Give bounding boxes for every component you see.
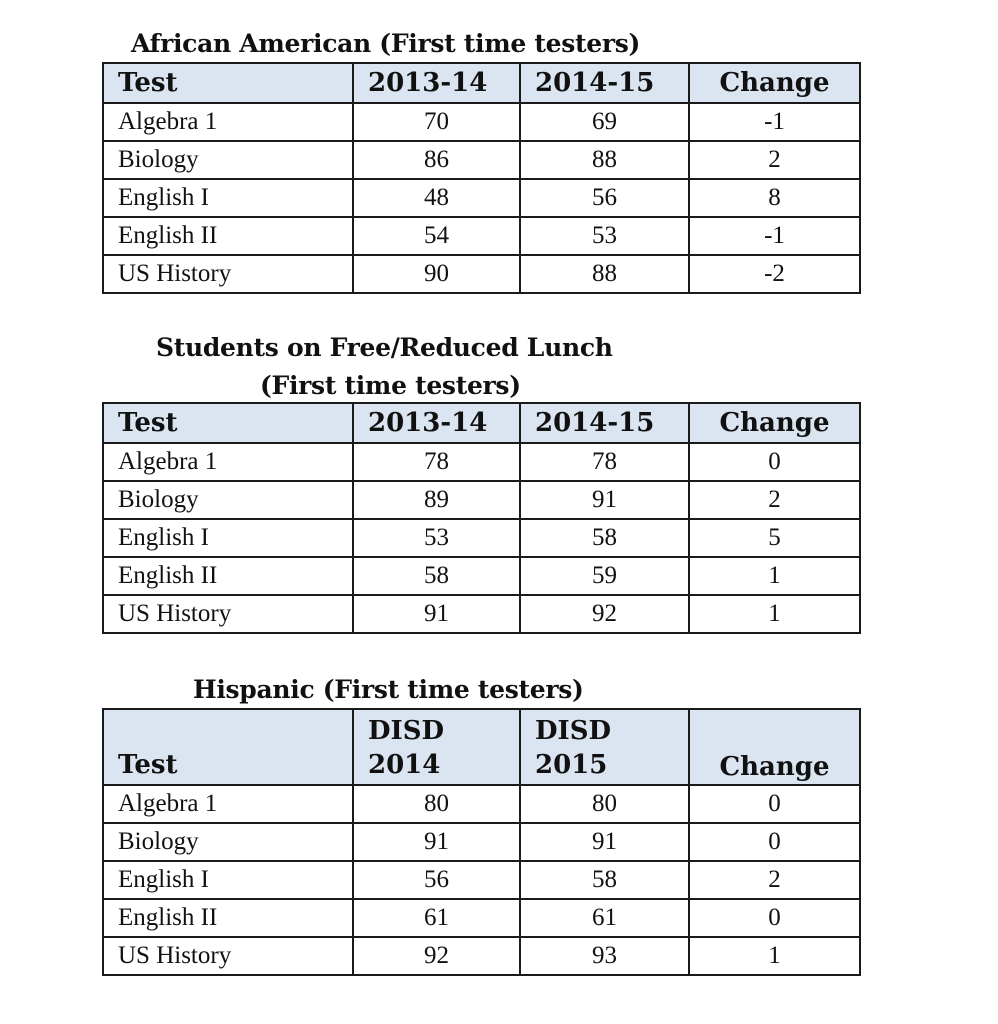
- change-cell: 2: [689, 141, 860, 179]
- score-cell: 93: [520, 937, 689, 975]
- column-header-test: Test: [103, 63, 353, 103]
- score-cell: 78: [520, 443, 689, 481]
- column-header-test: Test: [103, 709, 353, 785]
- score-cell: 91: [520, 481, 689, 519]
- test-name-cell: English I: [103, 179, 353, 217]
- score-cell: 70: [353, 103, 520, 141]
- column-header-year-1: 2013-14: [353, 63, 520, 103]
- score-cell: 53: [353, 519, 520, 557]
- table-row: [103, 823, 860, 861]
- score-cell: 88: [520, 141, 689, 179]
- table-row: [103, 861, 860, 899]
- table-row: [103, 899, 860, 937]
- score-cell: 61: [353, 899, 520, 937]
- change-cell: 1: [689, 595, 860, 633]
- column-header-disd-2015-line-2: 2015: [535, 750, 608, 780]
- table-row: [103, 141, 860, 179]
- score-cell: 58: [520, 519, 689, 557]
- column-header-test: Test: [103, 403, 353, 443]
- change-cell: -2: [689, 255, 860, 293]
- change-cell: 5: [689, 519, 860, 557]
- score-cell: 92: [353, 937, 520, 975]
- column-header-year-2: 2014-15: [520, 63, 689, 103]
- column-header-year-2: 2014-15: [520, 403, 689, 443]
- test-name-cell: Biology: [103, 481, 353, 519]
- column-header-year-1: 2013-14: [353, 403, 520, 443]
- change-cell: -1: [689, 217, 860, 255]
- score-cell: 91: [353, 823, 520, 861]
- test-name-cell: English I: [103, 519, 353, 557]
- score-cell: 48: [353, 179, 520, 217]
- hispanic-table: [102, 708, 861, 976]
- score-cell: 88: [520, 255, 689, 293]
- table-row: [103, 519, 860, 557]
- table-row: [103, 481, 860, 519]
- table-row: [103, 443, 860, 481]
- score-cell: 89: [353, 481, 520, 519]
- score-cell: 92: [520, 595, 689, 633]
- test-name-cell: Algebra 1: [103, 103, 353, 141]
- score-cell: 80: [520, 785, 689, 823]
- score-cell: 58: [520, 861, 689, 899]
- african-american-table: [102, 62, 861, 294]
- score-cell: 78: [353, 443, 520, 481]
- test-name-cell: English I: [103, 861, 353, 899]
- test-name-cell: English II: [103, 217, 353, 255]
- score-cell: 91: [520, 823, 689, 861]
- table-row: [103, 595, 860, 633]
- score-cell: 80: [353, 785, 520, 823]
- change-cell: 2: [689, 861, 860, 899]
- table-title-free-reduced-lunch-line-1: Students on Free/Reduced Lunch: [156, 333, 613, 362]
- column-header-disd-2014-line-2: 2014: [368, 750, 441, 780]
- score-cell: 86: [353, 141, 520, 179]
- column-header-disd-2015: [520, 709, 689, 785]
- change-cell: 0: [689, 823, 860, 861]
- table-row: [103, 179, 860, 217]
- test-name-cell: English II: [103, 899, 353, 937]
- change-cell: -1: [689, 103, 860, 141]
- change-cell: 1: [689, 937, 860, 975]
- table-title-african-american: African American (First time testers): [131, 29, 641, 58]
- test-name-cell: US History: [103, 937, 353, 975]
- score-cell: 59: [520, 557, 689, 595]
- score-cell: 91: [353, 595, 520, 633]
- score-cell: 53: [520, 217, 689, 255]
- score-cell: 69: [520, 103, 689, 141]
- column-header-disd-2015-line-1: DISD: [535, 716, 612, 746]
- free-reduced-lunch-table: [102, 402, 861, 634]
- score-cell: 61: [520, 899, 689, 937]
- table-header-row: [103, 403, 860, 443]
- column-header-change: Change: [689, 709, 860, 785]
- table-title-hispanic: Hispanic (First time testers): [193, 675, 584, 704]
- test-name-cell: English II: [103, 557, 353, 595]
- column-header-change: Change: [689, 63, 860, 103]
- table-row: [103, 937, 860, 975]
- score-cell: 58: [353, 557, 520, 595]
- test-name-cell: US History: [103, 255, 353, 293]
- column-header-disd-2014-line-1: DISD: [368, 716, 445, 746]
- column-header-change: Change: [689, 403, 860, 443]
- test-name-cell: Algebra 1: [103, 785, 353, 823]
- table-row: [103, 103, 860, 141]
- change-cell: 0: [689, 899, 860, 937]
- change-cell: 0: [689, 785, 860, 823]
- change-cell: 1: [689, 557, 860, 595]
- table-row: [103, 255, 860, 293]
- score-cell: 90: [353, 255, 520, 293]
- test-name-cell: Biology: [103, 141, 353, 179]
- score-cell: 56: [353, 861, 520, 899]
- test-name-cell: Biology: [103, 823, 353, 861]
- change-cell: 0: [689, 443, 860, 481]
- score-cell: 54: [353, 217, 520, 255]
- change-cell: 8: [689, 179, 860, 217]
- test-name-cell: US History: [103, 595, 353, 633]
- table-header-row: [103, 709, 860, 785]
- table-header-row: [103, 63, 860, 103]
- table-row: [103, 557, 860, 595]
- table-row: [103, 217, 860, 255]
- table-title-free-reduced-lunch-line-2: (First time testers): [260, 371, 521, 400]
- column-header-disd-2014: [353, 709, 520, 785]
- score-cell: 56: [520, 179, 689, 217]
- test-name-cell: Algebra 1: [103, 443, 353, 481]
- table-row: [103, 785, 860, 823]
- change-cell: 2: [689, 481, 860, 519]
